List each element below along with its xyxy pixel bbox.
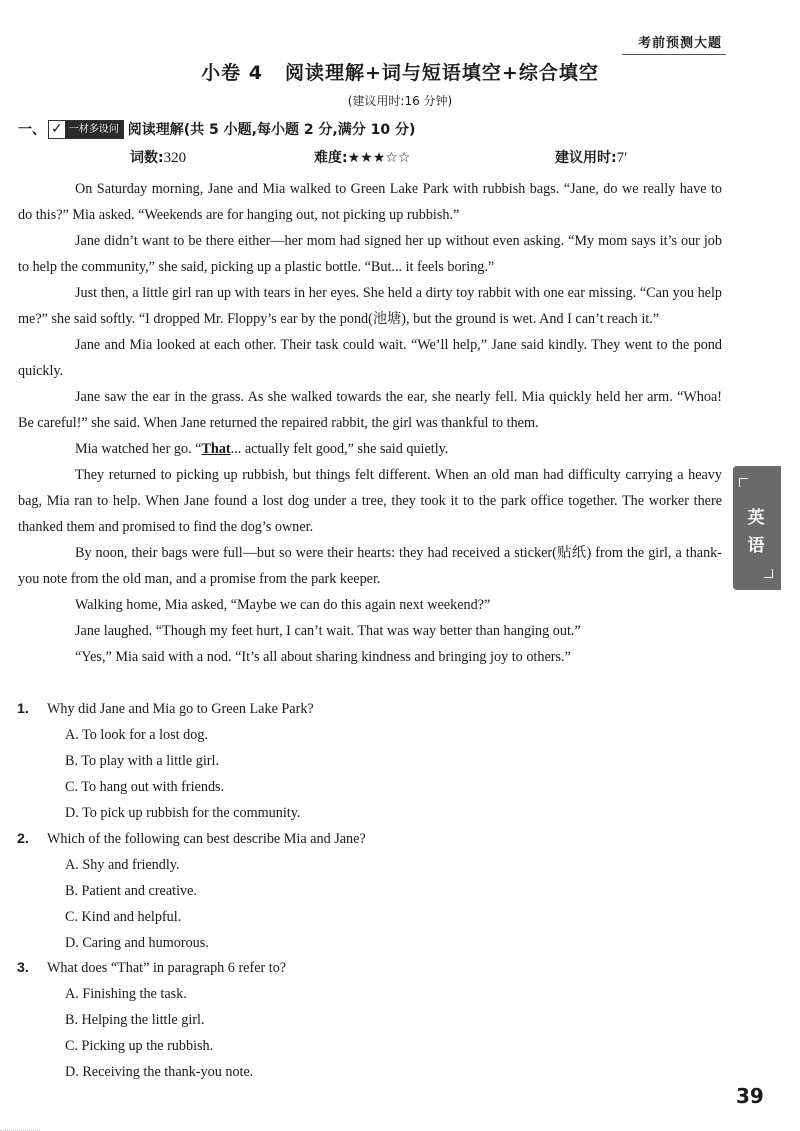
paragraph-1: On Saturday morning, Jane and Mia walked to Green Lake Park with rubbish bags. “Jane, do we really have to do this?” Mia asked. “Weekends are for hanging out, not picking up rubbish.” — [18, 181, 722, 223]
option-c: C. To hang out with friends. — [65, 778, 225, 795]
question-3 — [17, 956, 727, 1086]
paragraph-6: Mia watched her go. “That... actually felt good,” she said quietly. — [75, 441, 449, 457]
tab-corner-bracket — [764, 569, 773, 578]
option-b: B. To play with a little girl. — [65, 752, 220, 769]
difficulty: 难度:★★★☆☆ — [314, 150, 411, 166]
paragraph-9: Walking home, Mia asked, “Maybe we can do this again next weekend?” — [75, 597, 491, 613]
section-heading — [18, 119, 415, 139]
paragraph-3: Just then, a little girl ran up with tears in her eyes. She held a dirty toy rabbit with one ear missing. “Can you help me?” she said softly. “I dropped Mr. Floppy’s ear by the pond(池塘), but the ground is wet. And I can’t reach it.” — [18, 285, 722, 327]
question-stem: Why did Jane and Mia go to Green Lake Park? — [47, 701, 314, 717]
section-label: 阅读理解(共 5 小题,每小题 2 分,满分 10 分) — [127, 122, 416, 138]
option-d: D. Caring and humorous. — [65, 934, 209, 951]
question-number: 3. — [17, 960, 29, 976]
option-c: C. Picking up the rubbish. — [65, 1037, 214, 1054]
option-c: C. Kind and helpful. — [65, 908, 182, 925]
option-b: B. Patient and creative. — [65, 882, 197, 899]
option-a: A. To look for a lost dog. — [65, 726, 208, 743]
badge-text: 一材多设问 — [65, 121, 123, 138]
reading-passage — [18, 176, 722, 670]
option-b: B. Helping the little girl. — [65, 1011, 205, 1028]
paragraph-10: Jane laughed. “Though my feet hurt, I can’t wait. That was way better than hanging out.” — [75, 623, 581, 639]
check-icon: ✓ — [51, 120, 63, 137]
question-number: 1. — [17, 701, 29, 717]
question-stem: What does “That” in paragraph 6 refer to? — [47, 960, 287, 976]
paragraph-4: Jane and Mia looked at each other. Their task could wait. “We’ll help,” Jane said kindly. They went to the pond quickly. — [18, 337, 722, 379]
paragraph-5: Jane saw the ear in the grass. As she walked towards the ear, she nearly fell. Mia quickly held her arm. “Whoa! Be careful!” she said. When Jane returned the repaired rabbit, the girl was thankful to them. — [18, 389, 722, 431]
option-d: D. Receiving the thank-you note. — [65, 1063, 254, 1080]
section-badge — [48, 120, 124, 139]
page-title — [0, 58, 800, 85]
option-d: D. To pick up rubbish for the community. — [65, 804, 301, 821]
question-number: 2. — [17, 831, 29, 847]
section-prefix: 一、 — [18, 122, 46, 138]
page-number: 39 — [736, 1084, 764, 1108]
header-tag: 考前预测大题 — [637, 36, 722, 51]
title-part1: 小卷 4 — [201, 62, 263, 84]
time-note: (建议用时:16 分钟) — [347, 94, 453, 108]
question-2 — [17, 827, 727, 957]
suggested-time: 建议用时:7′ — [555, 150, 628, 166]
tab-label-1: 英 — [747, 508, 765, 528]
subject-tab — [733, 466, 781, 590]
option-a: A. Finishing the task. — [65, 985, 187, 1002]
tab-label-2: 语 — [747, 536, 765, 556]
paragraph-7: They returned to picking up rubbish, but things felt different. When an old man had difficulty carrying a heavy bag, Mia ran to help. When Jane found a lost dog under a tree, they took it to the park office together. The worker there thanked them and promised to find the dog’s owner. — [18, 467, 722, 535]
paragraph-2: Jane didn’t want to be there either—her mom had signed her up without even asking. “My mom says it’s our job to help the community,” she said, picking up a plastic bottle. “But... it feels boring.” — [18, 233, 722, 275]
option-a: A. Shy and friendly. — [65, 856, 180, 873]
tab-corner-bracket — [739, 478, 748, 487]
header-divider — [622, 54, 726, 55]
word-count: 词数:320 — [130, 150, 187, 166]
question-stem: Which of the following can best describe Mia and Jane? — [47, 831, 366, 847]
title-part2: 阅读理解+词与短语填空+综合填空 — [285, 62, 599, 84]
paragraph-8: By noon, their bags were full—but so were their hearts: they had received a sticker(贴纸) from the girl, a thank-you note from the old man, and a promise from the park keeper. — [18, 545, 722, 587]
question-1 — [17, 697, 727, 827]
underlined-that: That — [201, 441, 231, 457]
paragraph-11: “Yes,” Mia said with a nod. “It’s all about sharing kindness and bringing joy to others.” — [75, 649, 571, 665]
difficulty-stars: ★★★☆☆ — [347, 150, 411, 166]
